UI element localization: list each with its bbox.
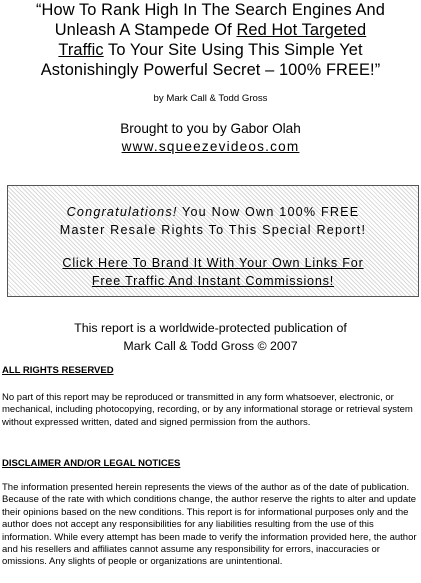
brought-by-text: Brought to you by Gabor Olah xyxy=(120,121,301,136)
resale-rights-box xyxy=(7,185,419,297)
copyright-notice xyxy=(0,319,421,355)
title-line-1: “How To Rank High In The Search Engines And xyxy=(35,1,385,19)
copyright-line-1: This report is a worldwide-protected publication of xyxy=(74,321,347,335)
title-underlined-phrase-1: Red Hot Targeted xyxy=(236,21,367,39)
rights-heading: ALL RIGHTS RESERVED xyxy=(2,365,114,376)
title-line-4: Astonishingly Powerful Secret – 100% FREE!” xyxy=(40,61,381,79)
title-line-2: Unleash A Stampede Of xyxy=(54,21,237,39)
disclaimer-paragraph: The information presented herein represents the views of the author as of the date of publication. Because of the rate with which conditions change, the author reserve the rights to alter and update their opinions based on the new conditions. This report is for informational purposes only and the author does not accept any responsibilities for any liabilities resulting from the use of this information. While every attempt has been made to verify the information provided here, the author and his resellers and affiliates cannot assume any responsibility for errors, inaccuracies or omissions. Any slights of people or organizations are unintentional. xyxy=(2,482,417,568)
title-underlined-phrase-2: Traffic xyxy=(58,41,104,59)
website-link[interactable]: www.squeezevideos.com xyxy=(121,139,300,154)
brand-links-link[interactable] xyxy=(8,254,418,290)
title-line-3: To Your Site Using This Simple Yet xyxy=(103,41,363,59)
disclaimer-heading: DISCLAIMER AND/OR LEGAL NOTICES xyxy=(2,458,181,469)
brand-link-line-1[interactable]: Click Here To Brand It With Your Own Links For xyxy=(62,256,364,270)
promo-line-2: Master Resale Rights To This Special Report! xyxy=(59,223,367,237)
report-title xyxy=(0,0,421,80)
congratulations-text: Congratulations! xyxy=(66,205,178,219)
rights-paragraph: No part of this report may be reproduced or transmitted in any form whatsoever, electronic, or mechanical, including photocopying, recording, or by any informational storage or retrieval system without expressed written, dated and signed permission from the authors. xyxy=(2,392,413,428)
promo-line-1-rest: You Now Own 100% FREE xyxy=(177,205,360,219)
promo-line-1 xyxy=(8,204,418,220)
copyright-line-2: Mark Call & Todd Gross © 2007 xyxy=(123,339,298,353)
author-byline: by Mark Call & Todd Gross xyxy=(153,93,268,104)
brand-link-line-2[interactable]: Free Traffic And Instant Commissions! xyxy=(91,274,335,288)
